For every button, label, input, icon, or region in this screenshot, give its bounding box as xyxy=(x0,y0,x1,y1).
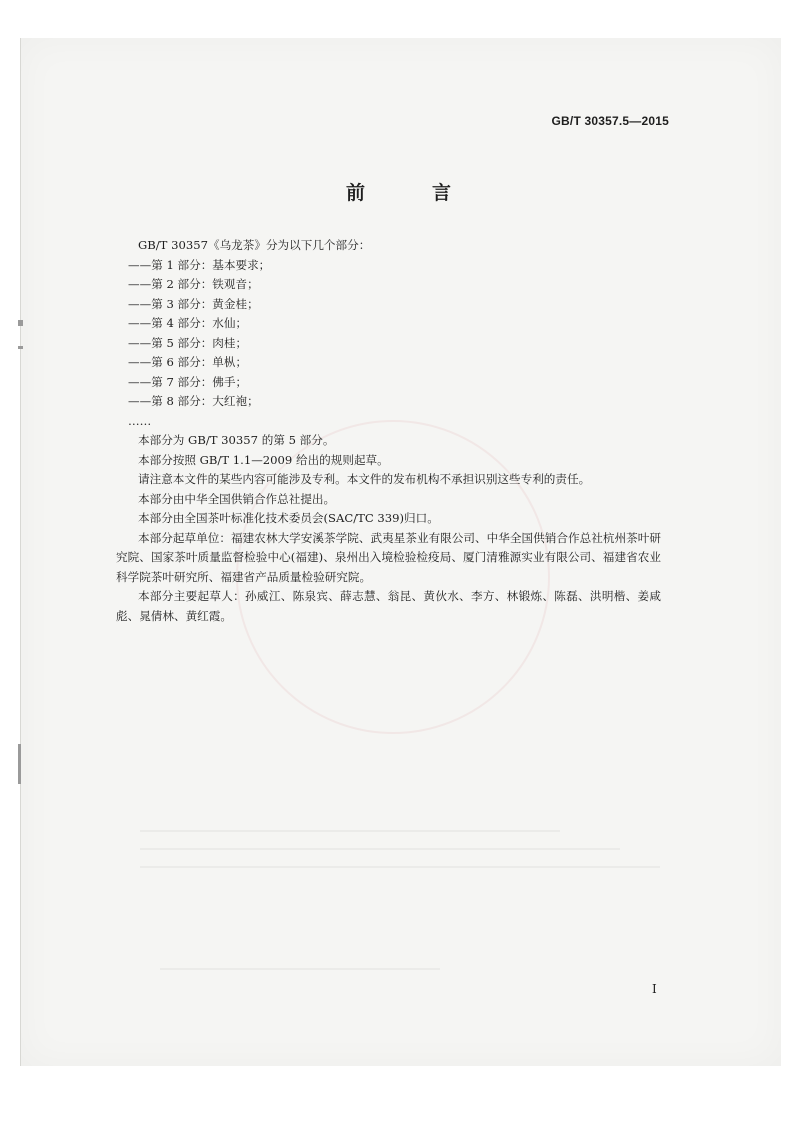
part-item: ——第 3 部分：黄金桂； xyxy=(128,296,259,311)
bleed-through-text xyxy=(140,848,620,850)
part-item: ——第 5 部分：肉桂； xyxy=(128,335,248,350)
scan-edge-mark xyxy=(18,346,23,349)
part-item: ——第 7 部分：佛手； xyxy=(128,374,248,389)
page-title: 前 言 xyxy=(346,182,476,204)
paragraph: 本部分为 GB/T 30357 的第 5 部分。 xyxy=(138,433,335,447)
standard-code: GB/T 30357.5—2015 xyxy=(551,114,669,128)
drafters-paragraph: 本部分主要起草人：孙威江、陈泉宾、薛志慧、翁昆、黄伙水、李方、林锻炼、陈磊、洪明楷、姜咸彪、晁倩林、黄红霞。 xyxy=(116,589,661,623)
bleed-through-text xyxy=(140,866,660,868)
paragraph: 本部分按照 GB/T 1.1—2009 给出的规则起草。 xyxy=(138,452,389,467)
scan-margin xyxy=(0,0,793,38)
scan-edge-mark xyxy=(18,744,21,784)
paragraph: 请注意本文件的某些内容可能涉及专利。本文件的发布机构不承担识别这些专利的责任。 xyxy=(138,472,591,486)
bleed-through-text xyxy=(160,968,440,970)
part-ellipsis: …… xyxy=(128,413,152,428)
part-item: ——第 2 部分：铁观音； xyxy=(128,277,259,291)
part-item: ——第 8 部分：大红袍； xyxy=(128,394,259,408)
paragraph: 本部分由全国茶叶标准化技术委员会(SAC/TC 339)归口。 xyxy=(138,511,439,525)
foreword-body xyxy=(116,236,661,626)
bleed-through-text xyxy=(140,830,560,832)
page-number: I xyxy=(652,982,657,996)
scan-edge-mark xyxy=(18,320,23,326)
part-item: ——第 6 部分：单枞； xyxy=(128,355,248,369)
part-item: ——第 1 部分：基本要求； xyxy=(128,257,271,272)
part-item: ——第 4 部分：水仙； xyxy=(128,316,248,330)
paragraph: 本部分由中华全国供销合作总社提出。 xyxy=(138,491,336,506)
drafting-units-paragraph: 本部分起草单位：福建农林大学安溪茶学院、武夷星茶业有限公司、中华全国供销合作总社杭州茶叶研究院、国家茶叶质量监督检验中心(福建)、泉州出入境检验检疫局、厦门清雅源实业有限公司、福建省农业科学院茶叶研究所、福建省产品质量检验研究院。 xyxy=(116,530,661,584)
intro-line: GB/T 30357《乌龙茶》分为以下几个部分： xyxy=(138,238,371,252)
